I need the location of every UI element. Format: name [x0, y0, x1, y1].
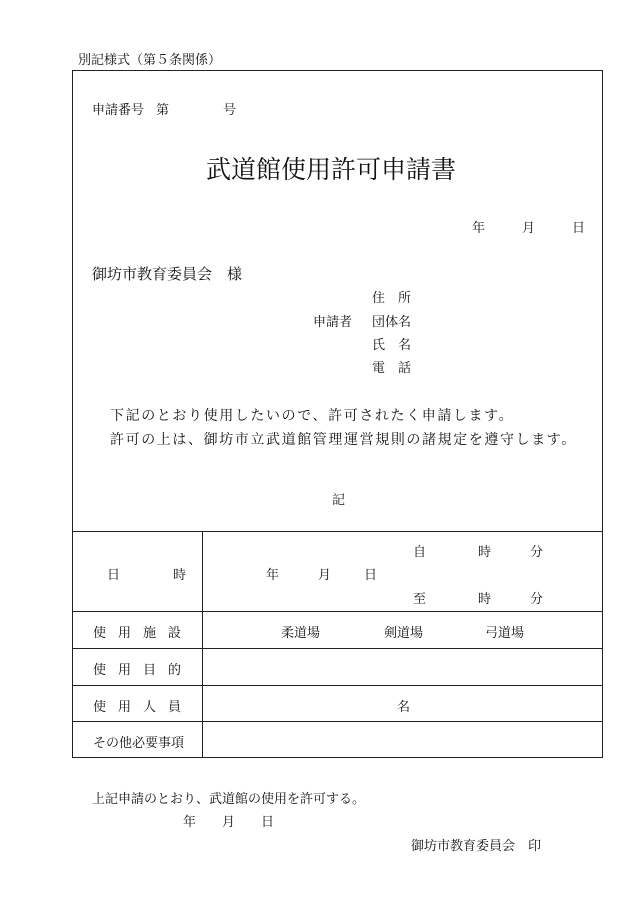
approval-day: 日	[261, 815, 275, 830]
use-date-day: 日	[364, 568, 378, 583]
table-column-divider	[202, 531, 203, 758]
application-number-dai: 第	[156, 103, 170, 118]
facility-kendo: 剣道場	[384, 626, 424, 641]
people-unit: 名	[397, 700, 411, 715]
use-date-month: 月	[318, 568, 332, 583]
time-to-minute: 分	[530, 592, 544, 607]
time-from-label: 自	[413, 545, 427, 560]
facility-label: 使用施設	[93, 626, 194, 641]
document-title: 武道館使用許可申請書	[206, 155, 457, 184]
ki-mark: 記	[332, 493, 346, 508]
table-row-divider	[72, 685, 603, 686]
table-top-border	[72, 531, 603, 532]
time-to-hour: 時	[478, 592, 492, 607]
applicant-name-label: 氏 名	[372, 338, 412, 353]
use-date-year: 年	[266, 568, 280, 583]
time-to-label: 至	[413, 592, 427, 607]
applicant-address-label: 住 所	[372, 291, 412, 306]
time-from-minute: 分	[530, 545, 544, 560]
purpose-label: 使用目的	[93, 663, 194, 678]
facility-kyudo: 弓道場	[485, 626, 525, 641]
facility-judo: 柔道場	[281, 626, 321, 641]
addressee: 御坊市教育委員会 様	[92, 265, 243, 283]
approval-statement: 上記申請のとおり、武道館の使用を許可する。	[92, 792, 366, 807]
approval-month: 月	[222, 815, 236, 830]
request-statement: 下記のとおり使用したいので、許可されたく申請します。	[110, 408, 515, 424]
table-row-divider	[72, 648, 603, 649]
approval-year: 年	[183, 815, 197, 830]
time-from-hour: 時	[478, 545, 492, 560]
applicant-phone-label: 電 話	[372, 361, 412, 376]
people-label: 使用人員	[93, 700, 194, 715]
date-month: 月	[522, 221, 536, 236]
issuer-seal: 印	[528, 839, 542, 854]
table-row-divider	[72, 611, 603, 612]
table-row-divider	[72, 721, 603, 722]
compliance-statement: 許可の上は、御坊市立武道館管理運営規則の諸規定を遵守します。	[110, 432, 577, 448]
applicant-label: 申請者	[313, 315, 353, 330]
issuer-name: 御坊市教育委員会	[411, 839, 516, 854]
application-number-go: 号	[223, 103, 237, 118]
other-label: その他必要事項	[93, 736, 185, 751]
date-year: 年	[472, 221, 486, 236]
application-number-label: 申請番号	[92, 103, 145, 118]
datetime-label: 日 時	[107, 568, 196, 583]
date-day: 日	[572, 221, 586, 236]
form-reference-note: 別記様式（第５条関係）	[78, 53, 222, 68]
applicant-group-label: 団体名	[372, 315, 412, 330]
